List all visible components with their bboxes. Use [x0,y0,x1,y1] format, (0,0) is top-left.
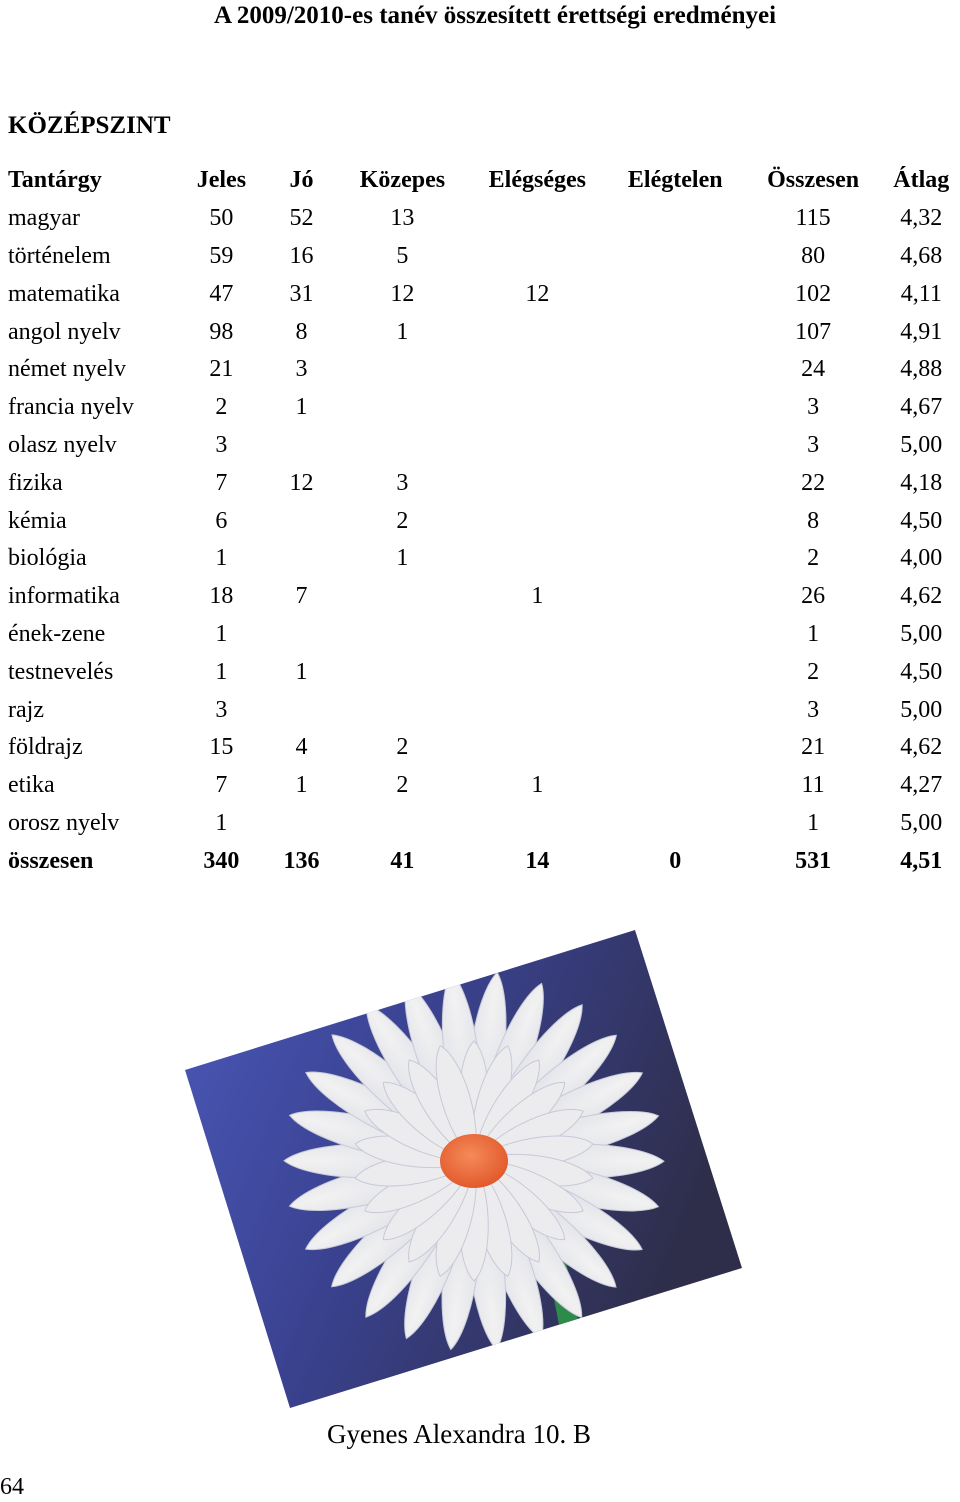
table-cell: földrajz [8,734,83,761]
table-cell: magyar [8,205,80,232]
table-cell: kémia [8,507,67,534]
table-cell: 3 [807,431,820,458]
table-cell: 47 [209,280,234,307]
table-cell: 59 [209,242,234,269]
table-cell: 102 [795,280,832,307]
table-cell: 0 [669,847,682,874]
document-title: A 2009/2010-es tanév összesített érettségi eredményei [213,2,777,29]
table-cell: 8 [295,318,308,345]
table-cell: 4,91 [900,318,943,345]
page-number: 64 [0,1474,24,1500]
table-cell: 2 [396,734,409,761]
table-cell: 14 [525,847,550,874]
table-cell: 5 [396,242,409,269]
table-cell: fizika [8,469,63,496]
table-cell: 7 [295,583,308,610]
table-cell: 1 [215,658,228,685]
table-cell: összesen [8,847,94,874]
table-cell: 2 [396,772,409,799]
table-cell: 5,00 [900,431,943,458]
table-cell: 5,00 [900,620,943,647]
table-cell: 2 [396,507,409,534]
table-cell: 3 [295,356,308,383]
header-cell: Összesen [767,167,860,194]
table-cell: ének-zene [8,620,106,647]
table-cell: rajz [8,696,44,723]
table-cell: 115 [795,205,831,232]
table-cell: 3 [396,469,409,496]
table-cell: 4,11 [900,280,942,307]
table-cell: angol nyelv [8,318,121,345]
table-cell: 15 [209,734,234,761]
table-cell: 98 [209,318,234,345]
table-cell: testnevelés [8,658,114,685]
header-cell: Közepes [359,167,446,194]
table-cell: biológia [8,545,87,572]
table-cell: 1 [215,620,228,647]
table-cell: 4,68 [900,242,943,269]
table-cell: 2 [215,394,228,421]
table-cell: 3 [807,696,820,723]
table-cell: 3 [807,394,820,421]
table-cell: 12 [525,280,550,307]
table-cell: 1 [295,394,308,421]
table-cell: 4,32 [900,205,943,232]
table-cell: 1 [295,658,308,685]
table-cell: 107 [795,318,832,345]
table-cell: német nyelv [8,356,126,383]
table-cell: 4,27 [900,772,943,799]
table-cell: 1 [215,809,228,836]
table-cell: 12 [390,280,415,307]
header-cell: Átlag [893,167,950,194]
header-cell: Jó [289,167,314,194]
table-cell: 2 [807,545,820,572]
table-cell: 41 [390,847,415,874]
table-cell: 52 [289,205,314,232]
flower-center [440,1134,508,1188]
table-cell: matematika [8,280,120,307]
table-cell: francia nyelv [8,394,134,421]
table-cell: 1 [396,318,409,345]
table-cell: 4,50 [900,507,943,534]
table-cell: 18 [209,583,234,610]
table-cell: 2 [807,658,820,685]
table-cell: 1 [807,809,820,836]
header-cell: Tantárgy [8,167,102,194]
table-cell: 1 [531,772,544,799]
table-cell: 531 [795,847,832,874]
table-cell: olasz nyelv [8,431,117,458]
table-cell: informatika [8,583,120,610]
table-cell: 21 [209,356,234,383]
table-cell: 21 [801,734,826,761]
table-cell: 4,51 [900,847,943,874]
table-cell: 1 [807,620,820,647]
table-cell: 1 [396,545,409,572]
table-cell: 26 [801,583,826,610]
table-cell: 4 [295,734,308,761]
table-cell: 24 [801,356,826,383]
table-cell: 12 [289,469,314,496]
table-cell: 16 [289,242,314,269]
header-cell: Elégtelen [627,167,723,194]
table-cell: 31 [289,280,314,307]
table-cell: 4,18 [900,469,943,496]
painting-caption: Gyenes Alexandra 10. B [327,1419,591,1449]
table-cell: 4,00 [900,545,943,572]
table-cell: 80 [801,242,826,269]
table-cell: 3 [215,696,228,723]
table-cell: 6 [215,507,228,534]
header-cell: Elégséges [488,167,586,194]
table-cell: 1 [531,583,544,610]
table-cell: 4,67 [900,394,943,421]
table-cell: 7 [215,469,228,496]
table-cell: 50 [209,205,234,232]
table-cell: 4,62 [900,583,943,610]
table-cell: 4,50 [900,658,943,685]
table-cell: 3 [215,431,228,458]
table-cell: 4,88 [900,356,943,383]
table-cell: 11 [801,772,825,799]
table-cell: 4,62 [900,734,943,761]
table-cell: etika [8,772,55,799]
table-cell: 7 [215,772,228,799]
table-cell: 13 [390,205,415,232]
table-cell: 1 [215,545,228,572]
table-cell: 5,00 [900,696,943,723]
level-heading: KÖZÉPSZINT [8,112,171,139]
table-cell: orosz nyelv [8,809,120,836]
table-cell: 5,00 [900,809,943,836]
header-cell: Jeles [196,167,247,194]
table-cell: történelem [8,242,111,269]
table-cell: 22 [801,469,826,496]
table-cell: 8 [807,507,820,534]
table-cell: 340 [203,847,240,874]
table-cell: 136 [283,847,320,874]
table-cell: 1 [295,772,308,799]
